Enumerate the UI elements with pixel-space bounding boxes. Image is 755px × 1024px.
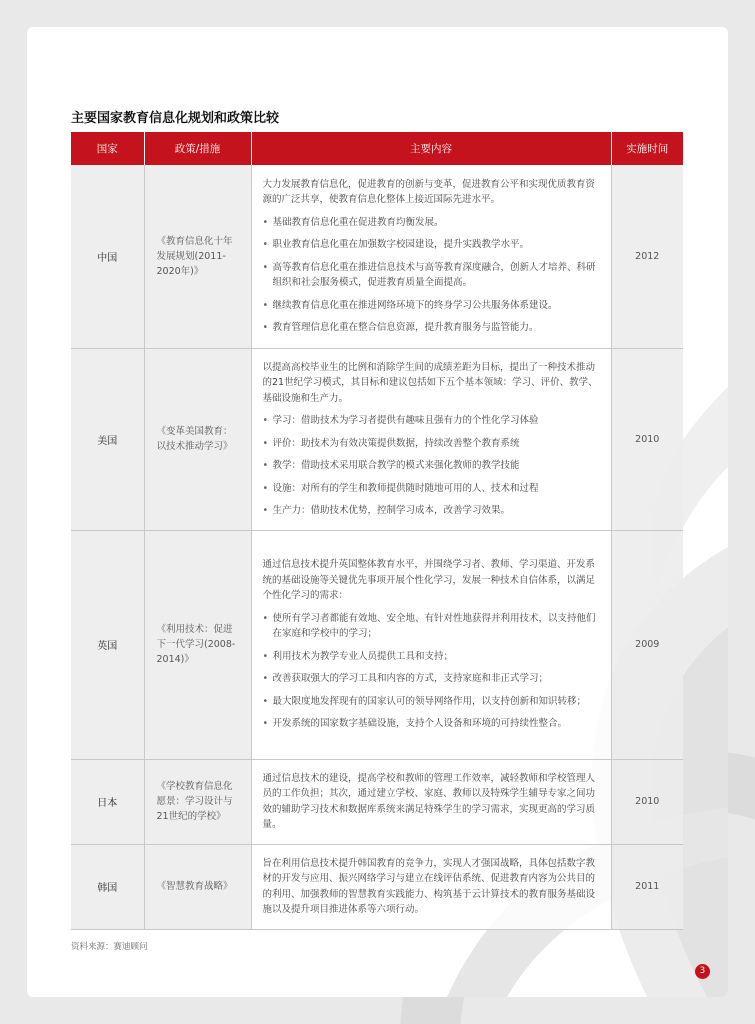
content-bullets [263, 413, 599, 519]
policy-cell: 《教育信息化十年发展规划(2011-2020年)》 [144, 165, 251, 348]
content-intro: 以提高高校毕业生的比例和消除学生间的成绩差距为目标，提出了一种技术推动的21世纪学习模式，其目标和建议包括如下五个基本领域：学习、评价、教学、基础设施和生产力。 [262, 361, 598, 404]
content-intro: 大力发展教育信息化，促进教育的创新与变革，促进教育公平和实现优质教育资源的广泛共享，使教育信息化整体上接近国际先进水平。 [262, 178, 596, 206]
content-cell [251, 348, 611, 530]
bullet-item: • 评价：助技术为有效决策提供数据，持续改善整个教育系统 [263, 436, 599, 452]
year-cell: 2011 [611, 844, 683, 929]
header-content: 主要内容 [251, 132, 611, 165]
year-cell: 2010 [611, 759, 683, 844]
policy-cell: 《利用技术：促进下一代学习(2008-2014)》 [144, 530, 251, 759]
source-note: 资料来源：赛迪顾问 [71, 942, 148, 952]
year-cell: 2010 [611, 348, 683, 530]
country-cell: 韩国 [71, 844, 144, 929]
country-cell: 中国 [71, 165, 144, 348]
bullet-item: • 职业教育信息化重在加强数字校园建设，提升实践教学水平。 [263, 237, 599, 253]
bullet-item: • 开发系统的国家数字基础设施，支持个人设备和环境的可持续性整合。 [263, 716, 599, 732]
content-cell [251, 165, 611, 348]
country-cell: 日本 [71, 759, 144, 844]
content-cell [251, 759, 611, 844]
table-row [71, 844, 683, 929]
content-cell [251, 844, 611, 929]
content-cell [251, 530, 611, 759]
header-policy: 政策/措施 [144, 132, 251, 165]
content-intro: 通过信息技术的建设，提高学校和教师的管理工作效率，减轻教师和学校管理人员的工作负担；其次，通过建立学校、家庭、教师以及特殊学生辅导专家之间功效的辅助学习技术和数据库系统来满足特殊学生的学习需求，实现更高的学习质量。 [262, 772, 596, 830]
bullet-item: • 教学：借助技术采用联合教学的模式来强化教师的教学技能 [263, 458, 599, 474]
country-cell: 美国 [71, 348, 144, 530]
bullet-item: • 最大限度地发挥现有的国家认可的领导网络作用，以支持创新和知识转移； [263, 694, 599, 710]
bullet-item: • 高等教育信息化重在推进信息技术与高等教育深度融合，创新人才培养、科研组织和社会服务模式，促进教育质量全面提高。 [263, 260, 599, 291]
year-cell: 2012 [611, 165, 683, 348]
header-year: 实施时间 [611, 132, 683, 165]
policy-cell: 《变革美国教育：以技术推动学习》 [144, 348, 251, 530]
bullet-item: • 学习：借助技术为学习者提供有趣味且强有力的个性化学习体验 [263, 413, 599, 429]
table-header-row [71, 132, 683, 165]
table-row [71, 165, 683, 348]
country-cell: 英国 [71, 530, 144, 759]
bullet-item: • 教育管理信息化重在整合信息资源，提升教育服务与监管能力。 [263, 320, 599, 336]
policy-cell: 《智慧教育战略》 [144, 844, 251, 929]
bullet-item: • 基础教育信息化重在促进教育均衡发展。 [263, 215, 599, 231]
table-row [71, 348, 683, 530]
content-intro: 旨在利用信息技术提升韩国教育的竞争力，实现人才强国战略，具体包括数字教材的开发与应用、振兴网络学习与建立在线评估系统、促进教育内容为公共目的的利用、加强教师的智慧教育实践能力、构筑基于云计算技术的教育服务基础设施以及提升项目推进体系等六项行动。 [262, 857, 596, 915]
page-title: 主要国家教育信息化规划和政策比较 [71, 111, 280, 126]
year-cell: 2009 [611, 530, 683, 759]
bullet-item: • 生产力：借助技术优势，控制学习成本，改善学习效果。 [263, 503, 599, 519]
content-bullets [263, 215, 599, 336]
bullet-item: • 继续教育信息化重在推进网络环境下的终身学习公共服务体系建设。 [263, 298, 599, 314]
header-country: 国家 [71, 132, 144, 165]
policy-comparison-table [71, 132, 683, 930]
page-card [27, 27, 728, 997]
bullet-item: • 改善获取强大的学习工具和内容的方式，支持家庭和非正式学习； [263, 671, 599, 687]
bullet-item: • 设施：对所有的学生和教师提供随时随地可用的人、技术和过程 [263, 481, 599, 497]
table-row [71, 759, 683, 844]
bullet-item: • 使所有学习者都能有效地、安全地、有针对性地获得并利用技术，以支持他们在家庭和学校中的学习； [263, 611, 599, 642]
bullet-item: • 利用技术为教学专业人员提供工具和支持； [263, 649, 599, 665]
content-intro: 通过信息技术提升英国整体教育水平，并围绕学习者、教师、学习渠道、开发系统的基础设施等关键优先事项开展个性化学习，发展一种技术自信体系，以满足个性化学习的需求： [262, 559, 596, 602]
table-row [71, 530, 683, 759]
content-bullets [263, 611, 599, 732]
policy-cell: 《学校教育信息化愿景：学习设计与21世纪的学校》 [144, 759, 251, 844]
page-number-badge: 3 [695, 964, 710, 979]
